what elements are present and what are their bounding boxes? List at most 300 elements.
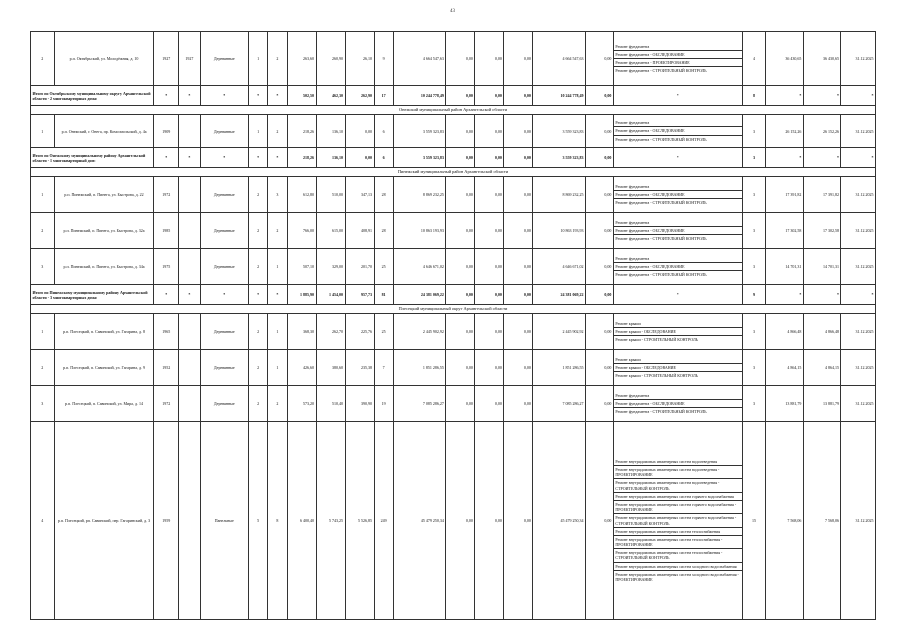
data-cell: 0,00 xyxy=(504,350,533,386)
data-cell xyxy=(179,249,200,285)
cost-cell: 26 152,26 xyxy=(803,115,841,148)
data-cell: Деревянные xyxy=(200,249,248,285)
total-cell: 0,00 xyxy=(475,148,504,168)
data-cell: 235,38 xyxy=(345,350,374,386)
table-row xyxy=(31,350,876,386)
deadline-cell: 31.12.2025 xyxy=(841,386,876,422)
total-cell: * xyxy=(268,148,287,168)
cost-cell: 3 xyxy=(742,148,766,168)
data-cell: 0,00 xyxy=(446,177,475,213)
work-type-item: Ремонт внутридомовых инженерных систем водоотведения - ПРОЕКТИРОВАНИЕ xyxy=(614,466,742,479)
total-cell: 10 244 778,49 xyxy=(393,86,446,106)
data-cell: 0,00 xyxy=(585,314,613,350)
total-cell: 0,00 xyxy=(475,285,504,305)
total-cell: 136,10 xyxy=(316,148,345,168)
work-type-item: Ремонт фундамента xyxy=(614,255,742,263)
data-cell: 0,00 xyxy=(446,386,475,422)
data-cell: 1 851 286,55 xyxy=(533,350,586,386)
work-type-item: Ремонт крыши - СТРОИТЕЛЬНЫЙ КОНТРОЛЬ xyxy=(615,337,698,343)
data-cell: 0,00 xyxy=(475,32,504,86)
data-cell: 0,00 xyxy=(585,115,613,148)
data-cell: 1965 xyxy=(154,314,179,350)
data-cell: 2 xyxy=(248,350,267,386)
data-cell: 4 664 547,63 xyxy=(533,32,586,86)
cost-cell: 7 568,06 xyxy=(766,422,804,620)
data-cell: 25 xyxy=(374,314,393,350)
data-cell: 5 xyxy=(248,422,267,620)
table-row xyxy=(31,115,876,148)
total-cell: 0,00 xyxy=(504,285,533,305)
data-cell: 1 851 286,55 xyxy=(393,350,446,386)
address-cell: р.п. Онежский, г. Онега, пр. Комсомольский, д. 4а xyxy=(54,115,154,148)
work-type-item: * xyxy=(676,291,679,297)
work-type-item: Ремонт внутридомовых инженерных систем теплоснабжения - СТРОИТЕЛЬНЫЙ КОНТРОЛЬ xyxy=(614,549,742,562)
total-cell: 0,00 xyxy=(446,86,475,106)
data-cell: 368,30 xyxy=(287,314,316,350)
total-cell: 3 559 323,83 xyxy=(533,148,586,168)
cost-cell: 7 568,06 xyxy=(803,422,841,620)
address-cell: р.п. Пинежский, п. Пинега, ул. Быстрова, д. 22 xyxy=(54,177,154,213)
cost-cell: 14 701,31 xyxy=(766,249,804,285)
work-type-item: Ремонт внутридомовых инженерных систем холодного водоснабжения xyxy=(614,563,742,571)
data-cell: 0,00 xyxy=(504,422,533,620)
data-cell xyxy=(179,177,200,213)
data-cell: 3 559 323,83 xyxy=(533,115,586,148)
total-cell: * xyxy=(200,86,248,106)
data-cell: 3 559 323,83 xyxy=(393,115,446,148)
work-type-item: Ремонт фундамента xyxy=(614,43,742,51)
works-cell xyxy=(613,314,742,350)
work-type-item: Ремонт фундамента - ОБСЛЕДОВАНИЕ xyxy=(614,400,742,408)
total-cell: * xyxy=(154,86,179,106)
data-cell: 573,20 xyxy=(287,386,316,422)
total-cell: 0,00 xyxy=(585,148,613,168)
work-type-item: Ремонт внутридомовых инженерных систем горячего водоснабжения xyxy=(614,493,742,501)
data-cell: 0,00 xyxy=(475,386,504,422)
works-cell xyxy=(613,249,742,285)
total-cell: 81 xyxy=(374,285,393,305)
data-cell: 0,00 xyxy=(585,249,613,285)
data-cell: 0,00 xyxy=(446,350,475,386)
data-cell: 25 xyxy=(374,249,393,285)
data-cell: 3 xyxy=(31,386,55,422)
data-cell: 4 664 547,63 xyxy=(393,32,446,86)
total-cell: 1 454,00 xyxy=(316,285,345,305)
work-type-item: Ремонт внутридомовых инженерных систем теплоснабжения xyxy=(614,528,742,536)
total-cell: 218,26 xyxy=(287,148,316,168)
cost-cell: 17 302,58 xyxy=(803,213,841,249)
total-row xyxy=(31,148,876,168)
data-cell: 2 xyxy=(248,177,267,213)
data-cell xyxy=(179,386,200,422)
work-type-item: Ремонт фундамента - СТРОИТЕЛЬНЫЙ КОНТРОЛЬ xyxy=(615,136,707,142)
total-cell: * xyxy=(268,285,287,305)
works-cell xyxy=(613,32,742,86)
data-cell: Деревянные xyxy=(200,386,248,422)
total-cell: 24 381 069,22 xyxy=(393,285,446,305)
data-cell: 5 526,85 xyxy=(345,422,374,620)
works-cell xyxy=(613,350,742,386)
data-cell: Деревянные xyxy=(200,115,248,148)
cost-cell: 9 xyxy=(742,285,766,305)
data-cell: 6 xyxy=(374,115,393,148)
data-cell: 0,00 xyxy=(504,249,533,285)
work-type-item: Ремонт крыши - ОБСЛЕДОВАНИЕ xyxy=(614,364,742,372)
data-cell: Деревянные xyxy=(200,177,248,213)
cost-cell: * xyxy=(766,86,804,106)
cost-cell: 17 391,82 xyxy=(766,177,804,213)
works-cell xyxy=(613,422,742,620)
total-cell: * xyxy=(200,285,248,305)
section-title: Онежский муниципальный район Архангельской области xyxy=(31,106,876,115)
total-cell: * xyxy=(248,148,267,168)
table-row xyxy=(31,32,876,86)
data-cell: Деревянные xyxy=(200,314,248,350)
data-cell: Деревянные xyxy=(200,350,248,386)
data-cell: 1959 xyxy=(154,422,179,620)
data-cell: 7 xyxy=(374,350,393,386)
data-cell: 45 479 250,34 xyxy=(393,422,446,620)
data-cell: 0,00 xyxy=(504,386,533,422)
section-title: Пинежский муниципальный район Архангельской области xyxy=(31,168,876,177)
data-cell: 0,00 xyxy=(504,314,533,350)
data-cell: 3 xyxy=(268,177,287,213)
work-type-item: Ремонт крыши xyxy=(614,320,742,328)
works-cell xyxy=(613,86,742,106)
work-type-item: * xyxy=(676,92,679,98)
data-cell: 8 869 232,25 xyxy=(533,177,586,213)
total-cell: 957,73 xyxy=(345,285,374,305)
total-cell: * xyxy=(179,86,200,106)
deadline-cell: * xyxy=(841,285,876,305)
cost-cell: 4 866,48 xyxy=(766,314,804,350)
data-cell: 1 xyxy=(31,314,55,350)
work-type-item: Ремонт фундамента - ОБСЛЕДОВАНИЕ xyxy=(614,263,742,271)
data-cell: 136,10 xyxy=(316,115,345,148)
data-cell: 4 646 671,02 xyxy=(393,249,446,285)
data-cell: 0,00 xyxy=(585,422,613,620)
cost-cell: 3 xyxy=(742,115,766,148)
total-cell: * xyxy=(154,285,179,305)
data-cell: 0,00 xyxy=(475,249,504,285)
total-cell: 0,00 xyxy=(585,285,613,305)
data-cell: 6 400,40 xyxy=(287,422,316,620)
data-cell: 426,60 xyxy=(287,350,316,386)
total-cell: * xyxy=(248,285,267,305)
total-cell: 462,30 xyxy=(316,86,345,106)
deadline-cell: 31.12.2025 xyxy=(841,422,876,620)
work-type-item: Ремонт внутридомовых инженерных систем холодного водоснабжения - ПРОЕКТИРОВАНИЕ xyxy=(615,571,739,582)
data-cell: 0,00 xyxy=(446,32,475,86)
section-header-row xyxy=(31,168,876,177)
address-cell: р.п. Пинежский, п. Пинега, ул. Быстрова, д. 32а xyxy=(54,213,154,249)
data-cell: 408,91 xyxy=(345,213,374,249)
data-cell: 1 xyxy=(31,115,55,148)
data-cell: 2 xyxy=(31,350,55,386)
work-type-item: Ремонт фундамента xyxy=(614,119,742,127)
work-type-item: Ремонт крыши - ОБСЛЕДОВАНИЕ xyxy=(614,328,742,336)
data-cell: 1927 xyxy=(179,32,200,86)
cost-cell: * xyxy=(766,285,804,305)
cost-cell: 3 xyxy=(742,314,766,350)
data-cell: Деревянные xyxy=(200,213,248,249)
data-cell: 2 xyxy=(248,314,267,350)
total-cell: 262,90 xyxy=(345,86,374,106)
data-cell: 0,00 xyxy=(585,386,613,422)
data-cell: 0,00 xyxy=(504,213,533,249)
total-cell: 6 xyxy=(374,148,393,168)
total-cell: 0,00 xyxy=(504,148,533,168)
work-type-item: Ремонт внутридомовых инженерных систем водоотведения xyxy=(614,458,742,466)
data-cell xyxy=(179,314,200,350)
work-type-item: Ремонт внутридомовых инженерных систем горячего водоснабжения - ПРОЕКТИРОВАНИЕ xyxy=(614,501,742,514)
works-cell xyxy=(613,177,742,213)
cost-cell: 4 xyxy=(742,32,766,86)
data-cell: 0,00 xyxy=(504,115,533,148)
table-row xyxy=(31,386,876,422)
cost-cell: 4 866,48 xyxy=(803,314,841,350)
data-cell: 0,00 xyxy=(446,213,475,249)
data-cell: 4 xyxy=(31,422,55,620)
deadline-cell: * xyxy=(841,86,876,106)
total-cell: 0,00 xyxy=(504,86,533,106)
data-cell: 1 xyxy=(248,115,267,148)
data-cell: 2 xyxy=(268,213,287,249)
data-cell: 249 xyxy=(374,422,393,620)
deadline-cell: 31.12.2025 xyxy=(841,213,876,249)
data-cell: 2 xyxy=(268,386,287,422)
data-cell: 45 479 250,34 xyxy=(533,422,586,620)
works-cell xyxy=(613,285,742,305)
work-type-item: Ремонт фундамента - ОБСЛЕДОВАНИЕ xyxy=(614,227,742,235)
cost-cell: 17 391,82 xyxy=(803,177,841,213)
cost-cell: 3 xyxy=(742,177,766,213)
total-cell: 0,00 xyxy=(345,148,374,168)
data-cell: 1975 xyxy=(154,249,179,285)
data-cell: 510,00 xyxy=(316,177,345,213)
data-cell: 0,00 xyxy=(475,115,504,148)
data-cell: 507,10 xyxy=(287,249,316,285)
cost-cell: * xyxy=(803,148,841,168)
data-cell: 0,00 xyxy=(504,32,533,86)
work-type-item: Ремонт фундамента xyxy=(614,392,742,400)
data-cell: 8 869 232,25 xyxy=(393,177,446,213)
data-cell: 766,00 xyxy=(287,213,316,249)
data-cell: 1 xyxy=(268,314,287,350)
data-cell: 2 xyxy=(268,32,287,86)
table-row xyxy=(31,422,876,620)
work-type-item: Ремонт фундамента - СТРОИТЕЛЬНЫЙ КОНТРОЛЬ xyxy=(615,68,707,74)
data-cell: 9 xyxy=(374,32,393,86)
page-number: 43 xyxy=(450,9,455,14)
data-cell: 2 xyxy=(268,115,287,148)
deadline-cell: * xyxy=(841,148,876,168)
total-cell: * xyxy=(179,148,200,168)
table-row xyxy=(31,249,876,285)
data-cell xyxy=(179,422,200,620)
data-cell: 0,00 xyxy=(446,422,475,620)
work-type-item: Ремонт фундамента - ОБСЛЕДОВАНИЕ xyxy=(614,191,742,199)
data-cell: 1 xyxy=(268,350,287,386)
table-row xyxy=(31,314,876,350)
total-cell: 0,00 xyxy=(446,285,475,305)
work-type-item: Ремонт фундамента xyxy=(614,219,742,227)
data-cell: 2 445 902,92 xyxy=(533,314,586,350)
total-cell: * xyxy=(248,86,267,106)
data-cell: 218,26 xyxy=(287,115,316,148)
data-cell: 10 863 193,93 xyxy=(533,213,586,249)
total-cell: 1 885,90 xyxy=(287,285,316,305)
data-cell: 1909 xyxy=(154,115,179,148)
work-type-item: Ремонт внутридомовых инженерных систем водоотведения - СТРОИТЕЛЬНЫЙ КОНТРОЛЬ xyxy=(614,479,742,492)
data-cell: 0,00 xyxy=(475,314,504,350)
data-cell: Деревянные xyxy=(200,32,248,86)
total-cell: 0,00 xyxy=(585,86,613,106)
cost-cell: 15 xyxy=(742,422,766,620)
data-cell: 612,80 xyxy=(287,177,316,213)
data-cell: 28 xyxy=(374,213,393,249)
works-cell xyxy=(613,213,742,249)
data-cell: 0,00 xyxy=(585,177,613,213)
data-cell: 0,00 xyxy=(345,115,374,148)
work-type-item: Ремонт фундамента - ПРОЕКТИРОВАНИЕ xyxy=(614,59,742,67)
data-cell: 260,90 xyxy=(316,32,345,86)
data-cell: 0,00 xyxy=(475,350,504,386)
work-type-item: Ремонт крыши xyxy=(614,356,742,364)
cost-cell: 3 xyxy=(742,386,766,422)
data-cell: 5 743,25 xyxy=(316,422,345,620)
data-cell: 615,00 xyxy=(316,213,345,249)
data-cell: 1927 xyxy=(154,32,179,86)
deadline-cell: 31.12.2025 xyxy=(841,32,876,86)
data-cell: 0,00 xyxy=(585,213,613,249)
total-row xyxy=(31,86,876,106)
data-cell: 7 085 286,27 xyxy=(533,386,586,422)
cost-cell: 8 xyxy=(742,86,766,106)
total-cell: 10 244 778,49 xyxy=(533,86,586,106)
total-cell: * xyxy=(154,148,179,168)
work-type-item: Ремонт крыши - СТРОИТЕЛЬНЫЙ КОНТРОЛЬ xyxy=(615,373,698,379)
data-cell: 0,00 xyxy=(475,177,504,213)
work-type-item: Ремонт фундамента - СТРОИТЕЛЬНЫЙ КОНТРОЛЬ xyxy=(615,409,707,415)
total-label: Итого по Онежскому муниципальному району Архангельской области - 1 многоквартирный дом: xyxy=(31,148,154,168)
total-cell: 0,00 xyxy=(475,86,504,106)
cost-cell: * xyxy=(803,285,841,305)
cost-cell: 3 xyxy=(742,249,766,285)
cost-cell: 3 xyxy=(742,350,766,386)
data-cell: 510,40 xyxy=(316,386,345,422)
address-cell: р.п. Плесецкий, п. Савинский, ул. Мира, д. 14 xyxy=(54,386,154,422)
total-cell: 24 381 069,22 xyxy=(533,285,586,305)
data-cell: 347,13 xyxy=(345,177,374,213)
total-cell: 17 xyxy=(374,86,393,106)
data-cell: 0,00 xyxy=(475,422,504,620)
data-cell: 2 xyxy=(31,32,55,86)
data-cell: 2 445 902,92 xyxy=(393,314,446,350)
work-type-item: Ремонт фундамента - ОБСЛЕДОВАНИЕ xyxy=(614,51,742,59)
data-cell: 7 085 286,27 xyxy=(393,386,446,422)
deadline-cell: 31.12.2025 xyxy=(841,249,876,285)
data-cell: 2 xyxy=(248,249,267,285)
data-cell: 1952 xyxy=(154,350,179,386)
total-cell: 0,00 xyxy=(446,148,475,168)
capital-repair-table xyxy=(30,31,876,620)
data-cell: 28 xyxy=(374,177,393,213)
data-cell: 0,00 xyxy=(585,350,613,386)
data-cell: 390,90 xyxy=(345,386,374,422)
deadline-cell: 31.12.2025 xyxy=(841,177,876,213)
address-cell: р.п. Плесецкий, п. Савинский, ул. Гагарина, д. 9 xyxy=(54,350,154,386)
cost-cell: 36 430,65 xyxy=(766,32,804,86)
cost-cell: * xyxy=(803,86,841,106)
total-row xyxy=(31,285,876,305)
cost-cell: 13 881,79 xyxy=(766,386,804,422)
data-cell: 0,00 xyxy=(446,249,475,285)
total-cell: 3 559 323,83 xyxy=(393,148,446,168)
section-header-row xyxy=(31,106,876,115)
data-cell: 0,00 xyxy=(504,177,533,213)
data-cell: 1 xyxy=(248,32,267,86)
total-cell: * xyxy=(268,86,287,106)
work-type-item: Ремонт фундамента - ОБСЛЕДОВАНИЕ xyxy=(614,127,742,135)
data-cell xyxy=(179,115,200,148)
data-cell: 329,00 xyxy=(316,249,345,285)
data-cell: 10 863 193,93 xyxy=(393,213,446,249)
cost-cell: 3 xyxy=(742,213,766,249)
cost-cell: 4 864,15 xyxy=(803,350,841,386)
deadline-cell: 31.12.2025 xyxy=(841,115,876,148)
data-cell: 1 xyxy=(31,177,55,213)
data-cell: 1972 xyxy=(154,386,179,422)
address-cell: р.п. Плесецкий, п. Савинский, ул. Гагарина, д. 8 xyxy=(54,314,154,350)
total-cell: * xyxy=(179,285,200,305)
data-cell: 4 646 671,02 xyxy=(533,249,586,285)
data-cell: 263,60 xyxy=(287,32,316,86)
address-cell: р.п. Октябрьский, ул. Молодёжная, д. 10 xyxy=(54,32,154,86)
cost-cell: 36 430,65 xyxy=(803,32,841,86)
data-cell xyxy=(179,213,200,249)
data-cell: 1 xyxy=(268,249,287,285)
works-cell xyxy=(613,148,742,168)
data-cell: 8 xyxy=(268,422,287,620)
cost-cell: 4 864,15 xyxy=(766,350,804,386)
deadline-cell: 31.12.2025 xyxy=(841,350,876,386)
data-cell: 0,00 xyxy=(446,314,475,350)
work-type-item: Ремонт фундамента - СТРОИТЕЛЬНЫЙ КОНТРОЛЬ xyxy=(615,200,707,206)
work-type-item: Ремонт внутридомовых инженерных систем теплоснабжения - ПРОЕКТИРОВАНИЕ xyxy=(614,536,742,549)
table-row xyxy=(31,213,876,249)
work-type-item: Ремонт внутридомовых инженерных систем горячего водоснабжения - СТРОИТЕЛЬНЫЙ КОНТРОЛЬ xyxy=(614,514,742,527)
data-cell: 3 xyxy=(31,249,55,285)
data-cell: 380,60 xyxy=(316,350,345,386)
cost-cell: 14 701,31 xyxy=(803,249,841,285)
total-cell: * xyxy=(200,148,248,168)
data-cell: 0,00 xyxy=(585,32,613,86)
data-cell: 2 xyxy=(31,213,55,249)
data-cell: Панельные xyxy=(200,422,248,620)
section-title: Плесецкий муниципальный округ Архангельской области xyxy=(31,305,876,314)
data-cell: 262,70 xyxy=(316,314,345,350)
data-cell xyxy=(179,350,200,386)
cost-cell: * xyxy=(766,148,804,168)
address-cell: р.п. Плесецкий, рп. Савинский, пер. Гагаринский, д. 3 xyxy=(54,422,154,620)
data-cell: 26,10 xyxy=(345,32,374,86)
data-cell: 19 xyxy=(374,386,393,422)
data-cell: 0,00 xyxy=(446,115,475,148)
data-cell: 201,70 xyxy=(345,249,374,285)
data-cell: 225,76 xyxy=(345,314,374,350)
works-cell xyxy=(613,386,742,422)
